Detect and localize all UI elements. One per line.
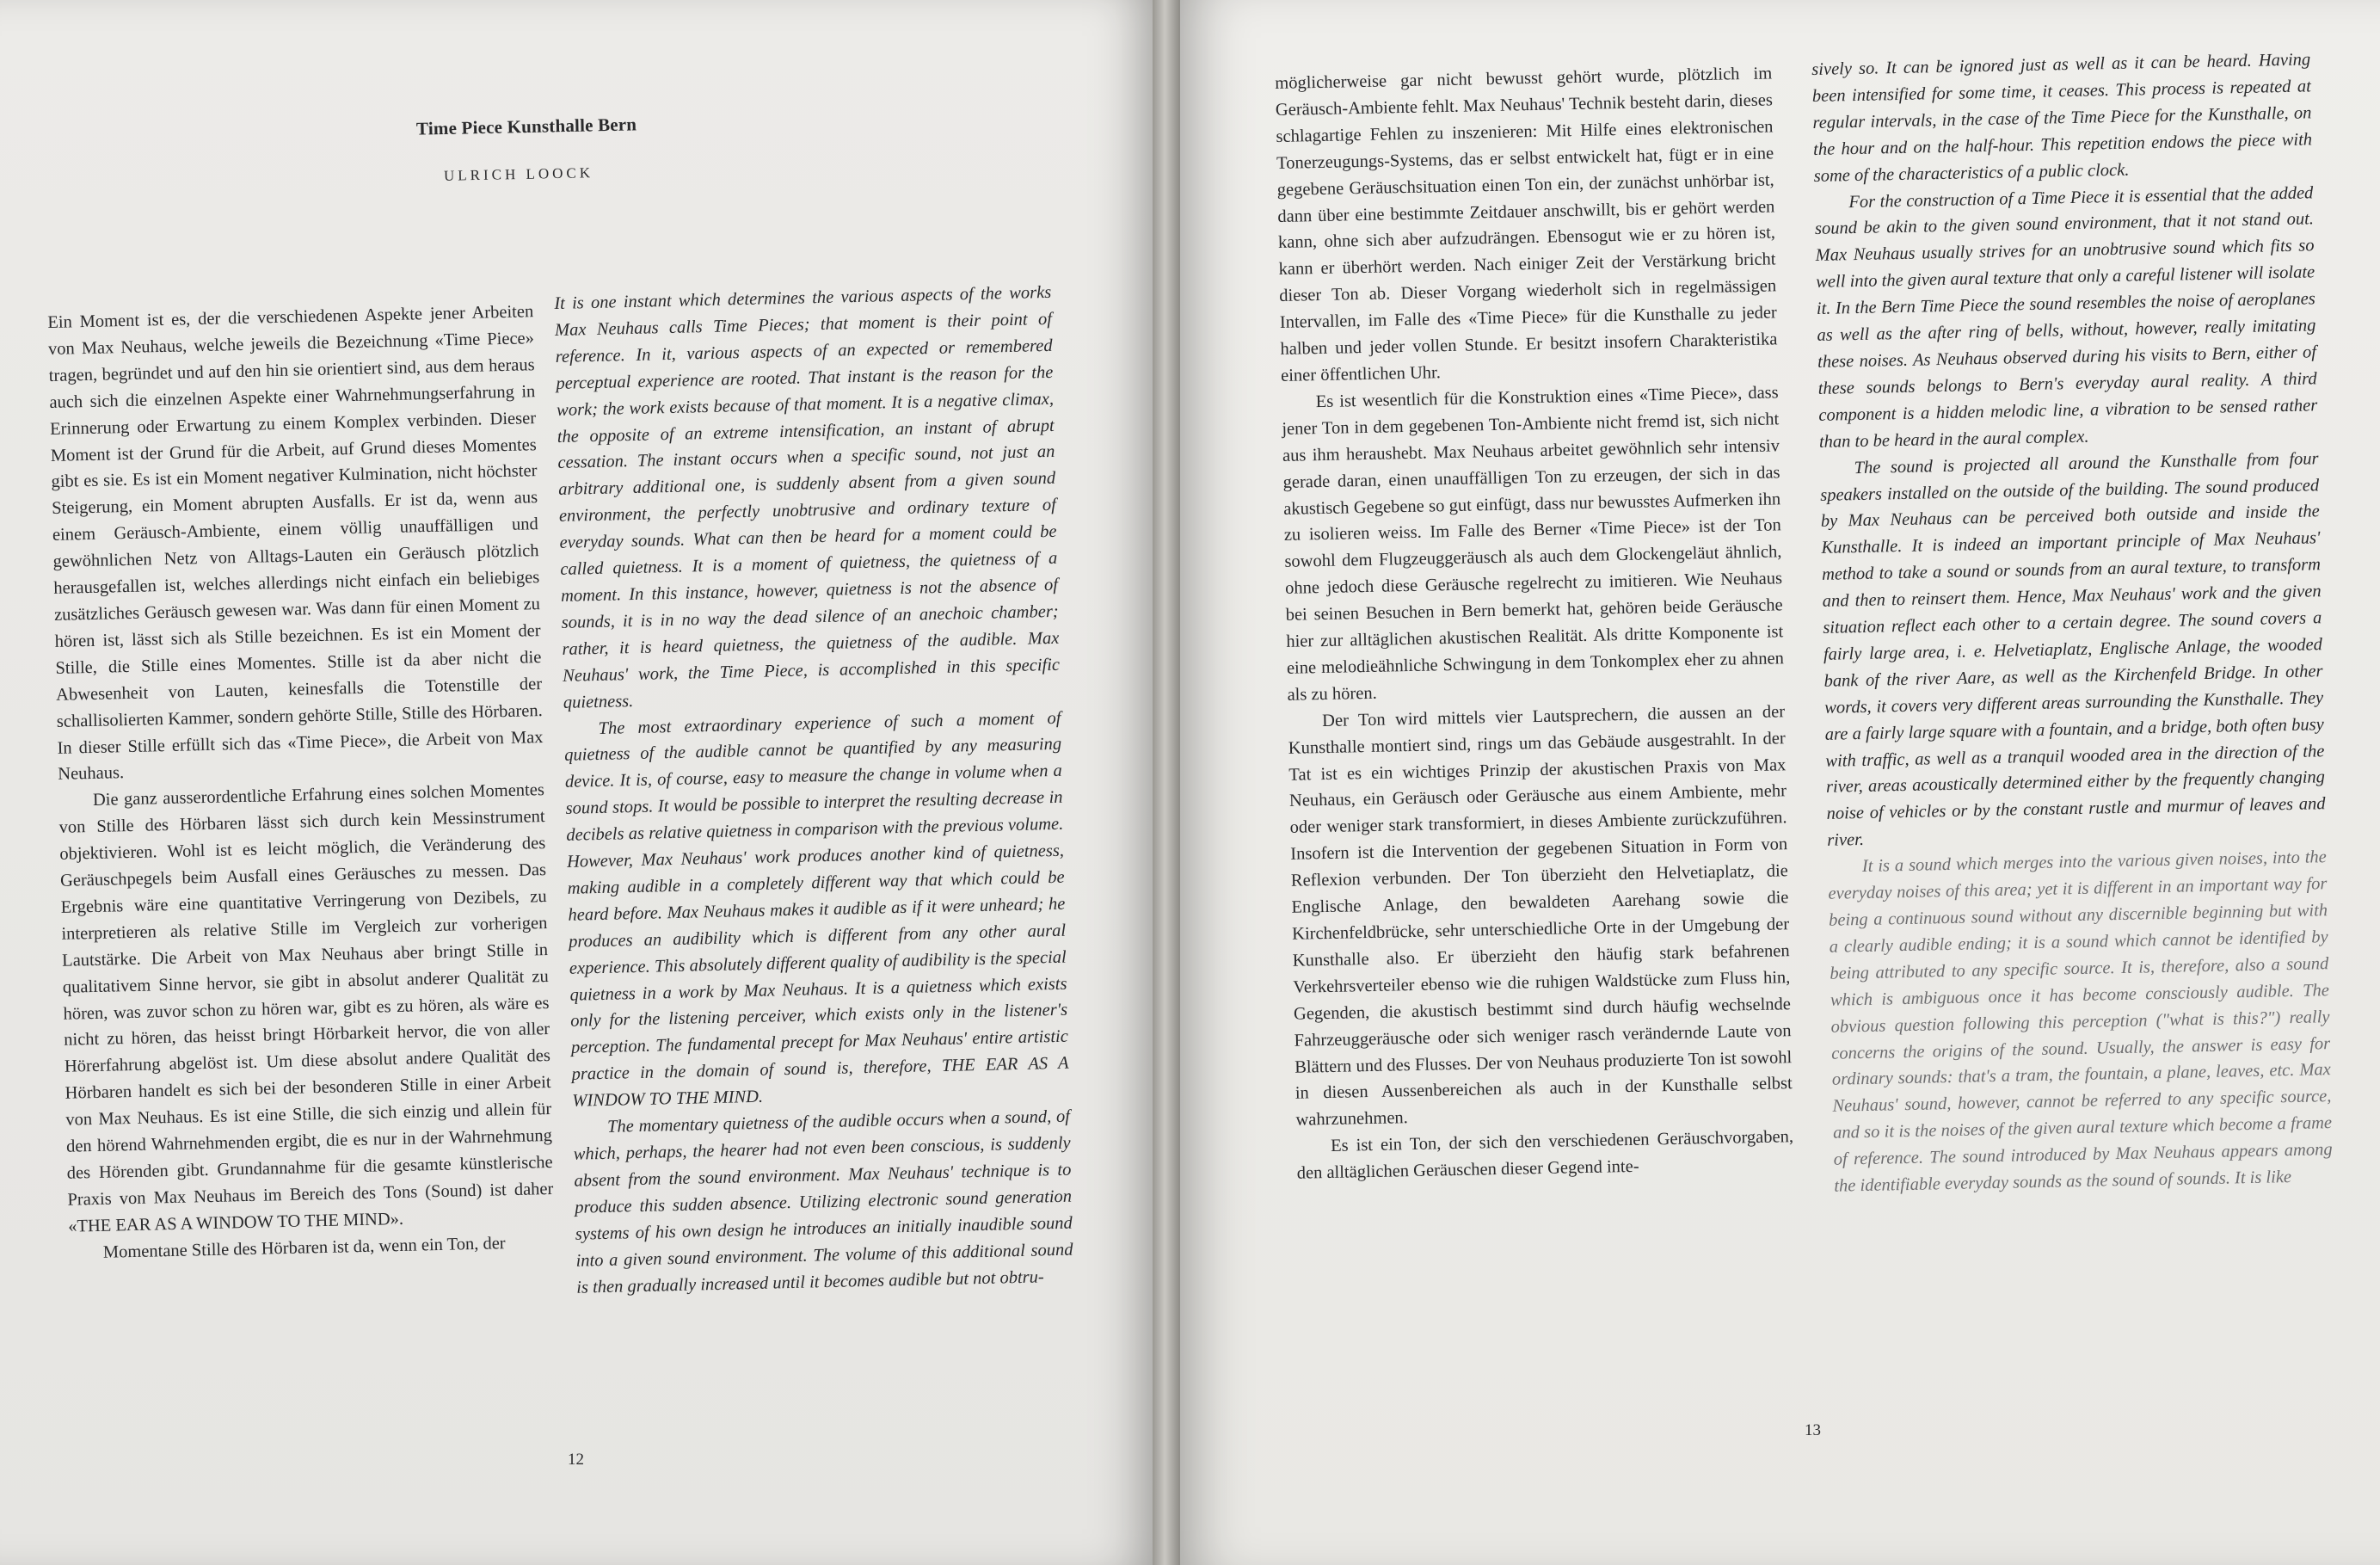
page-number: 13: [1805, 1421, 1821, 1439]
paragraph: möglicherweise gar nicht bewusst gehört wurde, plötzlich im Geräusch-Ambiente fehlt. Max Neuhaus' Technik besteht darin, dieses schlagartige Fehlen zu inszenieren: Mit Hilfe eines elektronischen Tonerzeugungs-Systems, das er selbst entwickelt hat, fügt er in eine gegebene Geräuschsituation einen Ton ein, der zunächst unhörbar ist, dann über eine bestimmte Zeitdauer anschwillt, bis er gehört werden kann, ohne sich aber aufzudrängen. Ebensogut wie er zu hören ist, kann er überhört werden. Nach einiger Zeit der Verstärkung bricht dieser Ton ab. Dieser Vorgang wiederholt sich in regelmässigen Intervallen, im Falle des «Time Piece» für die Kunsthalle zu jeder halben und jeder vollen Stunde. Er besitzt insofern Charakteristika einer öffentlichen Uhr.: [1275, 64, 1778, 385]
right-page: [1180, 0, 2380, 1565]
paragraph: Die ganz ausserordentliche Erfahrung eines solchen Momentes von Stille des Hörbaren lässt sich durch kein Messinstrument objektivieren. Wohl ist es leicht möglich, die Veränderung des Geräuschpegels beim Ausfall eines Geräusches zu messen. Das Ergebnis wäre eine quantitative Verringerung von Dezibels, zu interpretieren als relative Stille im Vergleich zur vorherigen Lautstärke. Die Arbeit von Max Neuhaus aber bringt Stille in qualitativem Sinne hervor, sie gibt in absolut anderer Qualität zu hören, was zuvor schon zu hören war, gibt es zu hören, als wäre es nicht zu hören, das heisst bringt Hörbarkeit hervor, die von aller Hörerfahrung abgelöst ist. Um diese absolut andere Qualität des Hörbaren handelt es sich bei der besonderen Stille in einer Arbeit von Max Neuhaus. Es ist eine Stille, die sich einzig und allein für den hörend Wahrnehmenden ergibt, die es nur in der Wahrnehmung des Hörenden gibt. Grundannahme für die gesamte künstlerische Praxis von Max Neuhaus im Bereich des Tons (Sound) ist daher «THE EAR AS A WINDOW TO THE MIND».: [58, 780, 554, 1236]
german-column-left: [47, 299, 555, 1266]
page-number: 12: [568, 1451, 584, 1469]
left-page: [0, 0, 1153, 1565]
paragraph: It is a sound which merges into the various given noises, into the everyday noises of this area; yet it is different in an important way for being a continuous sound without any discernible beginning but with a clearly audible ending; it is a sound which cannot be identified by being attributed to any specific source. It is, therefore, also a sound which is ambiguous once it has become consciously audible. The obvious question following this perception ("what is this?") really concerns the origins of the sound. Usually, the answer is easy for ordinary sounds: that's a tram, the fountain, a plane, leaves, etc. Max Neuhaus' sound, however, cannot be referred to any specific source, and so it is the noises of the given aural texture which become a frame of reference. The sound introduced by Max Neuhaus appears among the identifiable everyday sounds as the sound of sounds. It is like: [1828, 847, 2333, 1196]
english-column-left: [554, 280, 1073, 1301]
paragraph: sively so. It can be ignored just as well as it can be heard. Having been intensified for some time, it ceases. This process is repeated at regular intervals, in the case of the Time Piece for the Kunsthalle, on the hour and on the half-hour. This repetition endows the piece with some of the characteristics of a public clock.: [1811, 50, 2313, 186]
paragraph: Es ist wesentlich für die Konstruktion eines «Time Piece», dass jener Ton in dem gegebenen Ton-Ambiente nicht fremd ist, sich nicht aus ihm heraushebt. Max Neuhaus arbeitet gewöhnlich sehr intensiv gerade daran, einen unauffälligen Ton zu erzeugen, der sich in das akustisch Gegebene so gut einfügt, dass nur bewusstes Aufmerken ihn zu isolieren weiss. Im Falle des Berner «Time Piece» ist der Ton sowohl dem Flugzeuggeräusch als auch dem Glockengeläut ähnlich, ohne jedoch diese Geräusche regelrecht zu imitieren. Wie Neuhaus bei seinen Besuchen in Bern bemerkt hat, gehören beide Geräusche hier zur alltäglichen akustischen Realität. Als dritte Komponente ist eine melodieähnliche Schwingung in dem Tonkomplex eher zu ahnen als zu hören.: [1282, 383, 1785, 705]
paragraph: Es ist ein Ton, der sich den verschiedenen Geräuschvorgaben, den alltäglichen Geräuschen dieser Gegend inte-: [1296, 1127, 1794, 1183]
book-gutter: [1153, 0, 1180, 1565]
german-column-right: [1275, 60, 1794, 1186]
paragraph: Der Ton wird mittels vier Lautsprechern, die aussen an der Kunsthalle montiert sind, rings um das Gebäude ausgestrahlt. In der Tat ist es ein wichtiges Prinzip der akustischen Praxis von Max Neuhaus, ein Geräusch oder Geräusche aus einem Ambiente, mehr oder weniger stark transformiert, in dieses Ambiente zurückzuführen. Insofern ist die Intervention der gegebenen Situation in Form von Reflexion verbunden. Der Ton überzieht den Helvetiaplatz, die Englische Anlage, den bewaldeten Aarehang sowie die Kirchenfeldbrücke, sehr unterschiedliche Orte in der Umgebung der Kunsthalle also. Er überzieht den häufig stark befahrenen Verkehrsverteiler ebenso wie die ruhigen Waldstücke zum Fluss hin, Gegenden, die akustisch bestimmt sind durch häufig wechselnde Fahrzeuggeräusche oder sich weniger rasch verändernde Laute von Blättern und des Flusses. Der von Neuhaus produzierte Ton ist sowohl in diesen Aussenbereichen als auch in der Kunsthalle selbst wahrzunehmen.: [1288, 701, 1793, 1131]
paragraph: Ein Moment ist es, der die verschiedenen Aspekte jener Arbeiten von Max Neuhaus, welche jeweils die Bezeichnung «Time Piece» tragen, begründet und auf den hin sie orientiert sind, aus dem heraus auch sich die einzelnen Aspekte einer Wahrnehmungserfahrung in Erinnerung oder Erwartung zu einem Komplex verbinden. Dieser Moment ist der Grund für die Arbeit, auf Grund dieses Momentes gibt es sie. Es ist ein Moment negativer Kulmination, nicht höchster Steigerung, ein Moment abrupten Ausfalls. Er ist da, wenn aus einem Geräusch-Ambiente, einem völlig unauffälligen und gewöhnlichen Netz von Alltags-Lauten ein Geräusch plötzlich herausgefallen ist, welches allerdings nicht einfach ein beliebiges zusätzliches Geräusch gewesen war. Was dann für einen Moment zu hören ist, lässt sich als Stille bezeichnen. Es ist ein Moment der Stille, die Stille eines Momentes. Stille ist da aber nicht die Abwesenheit von Lauten, keinesfalls die Totenstille der schallisolierten Kammer, sondern gehörte Stille, Stille des Hörbaren. In dieser Stille erfüllt sich das «Time Piece», die Arbeit von Max Neuhaus.: [47, 302, 544, 785]
paragraph: The most extraordinary experience of such a moment of quietness of the audible cannot be quantified by any measuring device. It is, of course, easy to measure the change in volume when a sound stops. It would be possible to interpret the resulting decrease in decibels as relative quietness in comparison with the previous volume. However, Max Neuhaus' work produces another kind of quietness, making audible in a completely different way that which could be heard before. Max Neuhaus makes it audible as if it were unheard; he produces an audibility which is different from any other aural experience. This absolutely different quality of audibility is the special quietness in a work by Max Neuhaus. It is a quietness which exists only for the listening perceiver, which exists only in the listener's perception. The fundamental precept for Max Neuhaus' entire artistic practice in the domain of sound is, therefore, THE EAR AS A WINDOW TO THE MIND.: [564, 708, 1069, 1111]
paragraph: The momentary quietness of the audible occurs when a sound, of which, perhaps, the hearer had not even been conscious, is suddenly absent from the sound environment. Max Neuhaus' technique is to produce this sudden absence. Utilizing electronic sound generation systems of his own design he introduces an initially inaudible sound into a given sound environment. The volume of this additional sound is then gradually increased until it becomes audible but not obtru-: [573, 1106, 1073, 1297]
article-title: Time Piece Kunsthalle Bern: [415, 114, 637, 139]
article-author: ULRICH LOOCK: [443, 164, 594, 184]
paragraph: Momentane Stille des Hörbaren ist da, wenn ein Ton, der: [102, 1233, 506, 1262]
paragraph: The sound is projected all around the Kunsthalle from four speakers installed on the outside of the building. The sound produced by Max Neuhaus can be perceived both outside and inside the Kunsthalle. It is indeed an important principle of Max Neuhaus' method to take a sound or sounds from an aural texture, to transform and then to reinsert them. Hence, Max Neuhaus' work and the given situation reflect each other to a certain degree. The sound covers a fairly large area, i. e. Helvetiaplatz, Englische Anlage, the wooded bank of the river Aare, as well as the Kirchenfeld Bridge. In other words, it covers very different areas surrounding the Kunsthalle. They are a fairly large square with a fountain, and a bridge, both often busy with traffic, as well as a tranquil wooded area in the direction of the river, areas acoustically determined either by the frequently changing noise of vehicles or by the constant rustle and murmur of leaves and river.: [1820, 448, 2326, 851]
english-column-right: [1811, 46, 2334, 1199]
paragraph: For the construction of a Time Piece it is essential that the added sound be akin to the given sound environment, that it not stand out. Max Neuhaus usually strives for an unobtrusive sound which fits so well into the given aural texture that only a careful listener will isolate it. In the Bern Time Piece the sound resembles the noise of aeroplanes as well as the after ring of bells, without, however, really imitating these noises. As Neuhaus observed during his visits to Bern, either of these sounds belongs to Bern's everyday aural reality. A third component is a hidden melodic line, a vibration to be sensed rather than to be heard in the aural complex.: [1814, 182, 2318, 452]
paragraph: It is one instant which determines the various aspects of the works Max Neuhaus calls Time Pieces; that moment is their point of reference. In it, various aspects of an expected or remembered perceptual experience are rooted. That instant is the reason for the work; the work exists because of that moment. It is a negative climax, the opposite of an extreme intensification, an instant of abrupt cessation. The instant occurs when a specific sound, not just an arbitrary additional one, is suddenly absent from a given sound environment, the perfectly unobtrusive and ordinary texture of everyday sounds. What can then be heard for a moment could be called quietness. It is a moment of quietness, the quietness of a moment. In this instance, however, quietness is not the absence of sounds, it is in no way the dead silence of an anechoic chamber; rather, it is heard quietness, the quietness of the audible. Max Neuhaus' work, the Time Piece, is accomplished in this specific quietness.: [554, 282, 1061, 712]
